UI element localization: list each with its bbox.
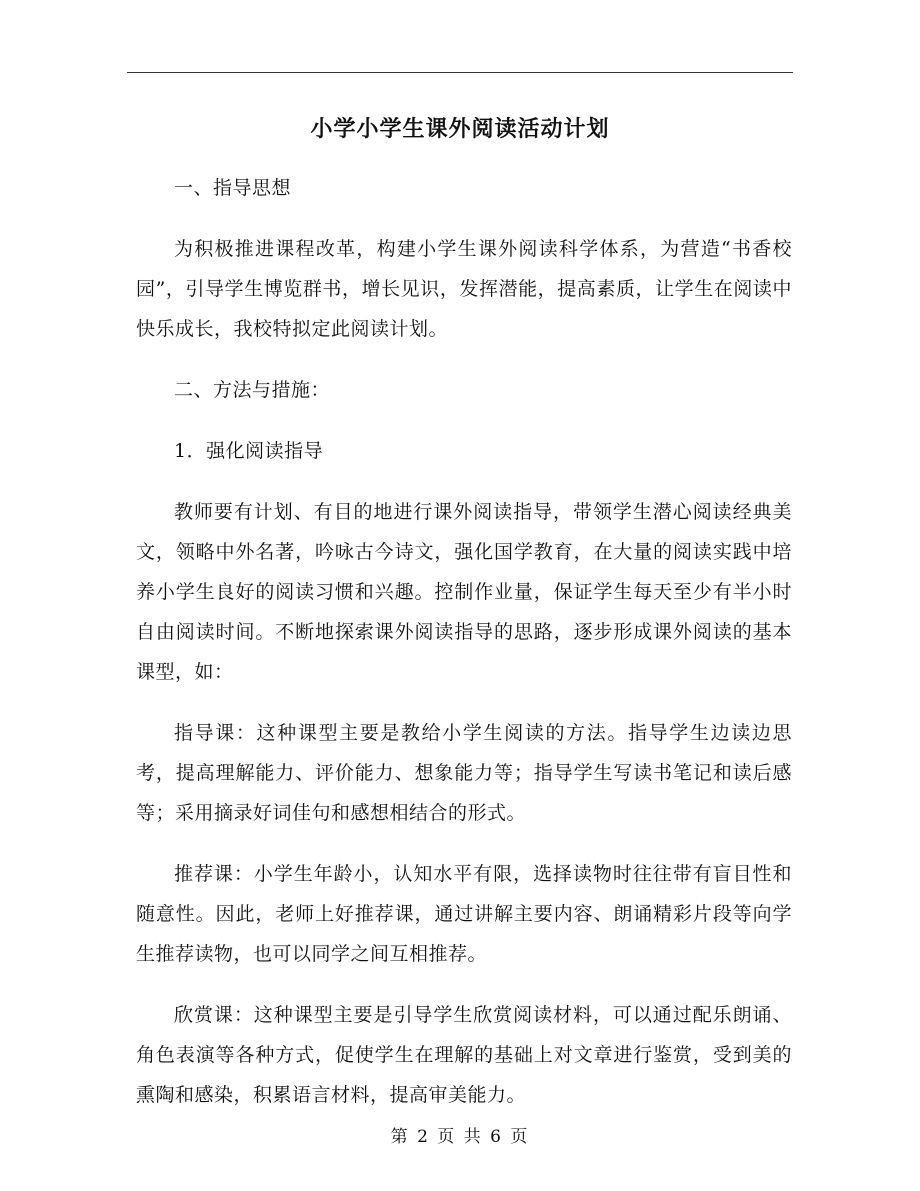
paragraph-appreciation-lesson: 欣赏课：这种课型主要是引导学生欣赏阅读材料，可以通过配乐朗诵、角色表演等各种方式，促使学生在理解的基础上对文章进行鉴赏，受到美的熏陶和感染，积累语言材料，提高审美能力。 [136, 1004, 792, 1106]
section-heading-methods: 二、方法与措施： [174, 379, 331, 401]
page-title: 小学小学生课外阅读活动计划 [310, 116, 610, 142]
subheading-reading-guidance: 1．强化阅读指导 [174, 440, 324, 462]
page-number-footer: 第 2 页 共 6 页 [390, 1127, 530, 1147]
section-heading-guiding-ideology: 一、指导思想 [174, 177, 292, 199]
paragraph-guiding-ideology: 为积极推进课程改革，构建小学生课外阅读科学体系，为营造“书香校园”，引导学生博览群书，增长见识，发挥潜能，提高素质，让学生在阅读中快乐成长，我校特拟定此阅读计划。 [136, 238, 792, 340]
paragraph-guidance-lesson: 指导课：这种课型主要是教给小学生阅读的方法。指导学生边读边思考，提高理解能力、评价能力、想象能力等；指导学生写读书笔记和读后感等；采用摘录好词佳句和感想相结合的形式。 [136, 722, 792, 824]
document-body [136, 168, 792, 1136]
header-rule [127, 72, 793, 73]
paragraph-recommendation-lesson: 推荐课：小学生年龄小，认知水平有限，选择读物时往往带有盲目性和随意性。因此，老师上好推荐课，通过讲解主要内容、朗诵精彩片段等向学生推荐读物，也可以同学之间互相推荐。 [136, 863, 792, 965]
paragraph-reading-guidance: 教师要有计划、有目的地进行课外阅读指导，带领学生潜心阅读经典美文，领略中外名著，吟咏古今诗文，强化国学教育，在大量的阅读实践中培养小学生良好的阅读习惯和兴趣。控制作业量，保证学生每天至少有半小时自由阅读时间。不断地探索课外阅读指导的思路，逐步形成课外阅读的基本课型，如： [136, 501, 792, 683]
